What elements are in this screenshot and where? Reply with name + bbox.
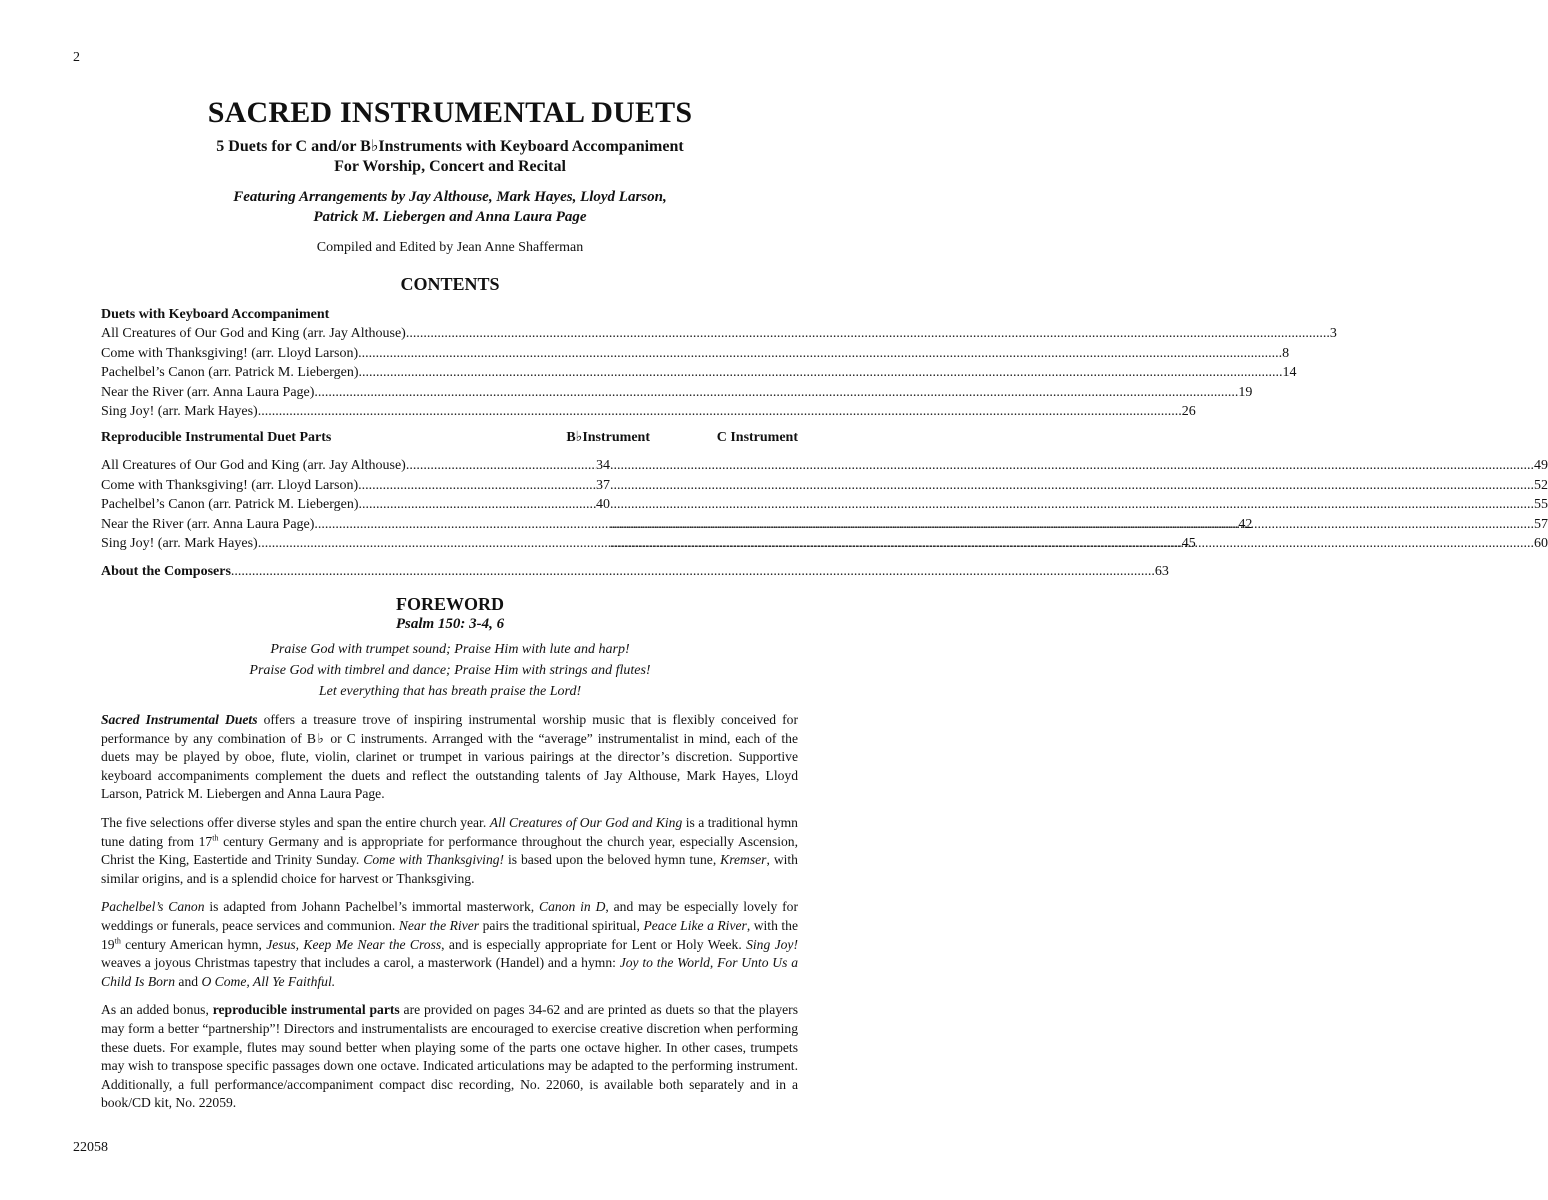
toc-leader-dots <box>610 476 1534 496</box>
paragraph-text: is adapted from Johann Pachelbel’s immortal masterwork, <box>204 899 540 915</box>
song-title: Sing Joy! <box>746 936 798 952</box>
toc-page: 3 <box>1329 326 1337 341</box>
hymn-tune-name: Kremser <box>720 852 767 868</box>
bflat-page: 45 <box>1181 536 1196 551</box>
paragraph-text: offers a treasure trove of inspiring instrumental worship music that is flexibly conceived for performance by any combination of B♭ or C instruments. Arranged with the “average” instrumentalist in mind, each of the duets may be played by oboe, flute, violin, clarinet or trumpet in various pairings at the director’s discretion. Supportive keyboard accompaniments complement the duets and reflect the outstanding talents of Jay Althouse, Mark Hayes, Lloyd Larson, Patrick M. Liebergen and Anna Laura Page. <box>101 712 798 802</box>
parts-row <box>101 476 1548 496</box>
paragraph-text: , and may be especially lovely for weddings or funerals, peace services and communion. <box>101 899 798 933</box>
toc-leader-dots <box>359 495 597 515</box>
toc-leader-dots <box>406 324 1330 344</box>
toc-page: 19 <box>1238 384 1253 400</box>
featuring-arrangers <box>0 187 900 227</box>
toc-title: Sing Joy! (arr. Mark Hayes) <box>101 404 258 419</box>
subtitle-line-2: For Worship, Concert and Recital <box>334 158 566 175</box>
featuring-line-1: Featuring Arrangements by Jay Althouse, Mark Hayes, Lloyd Larson, <box>233 189 667 205</box>
work-title: O Come, All Ye Faithful. <box>201 973 336 989</box>
compiled-by: Compiled and Edited by Jean Anne Shafferman <box>316 240 584 255</box>
c-page: 57 <box>1534 516 1548 532</box>
parts-toc <box>101 426 1548 581</box>
subtitle-line-1: 5 Duets for C and/or B♭Instruments with Keyboard Accompaniment <box>216 138 684 155</box>
toc-row <box>101 402 1196 422</box>
toc-leader-dots <box>610 456 1534 476</box>
bflat-column-heading: B♭Instrument <box>566 430 650 445</box>
parts-row <box>101 456 1548 476</box>
song-title: Pachelbel’s Canon <box>101 899 205 915</box>
foreword-body <box>101 711 798 1123</box>
bflat-page: 34 <box>596 458 610 473</box>
parts-title: Sing Joy! (arr. Mark Hayes) <box>101 536 258 551</box>
psalm-line: Praise God with trumpet sound; Praise Him with lute and harp! <box>270 642 630 657</box>
featuring-line-2: Patrick M. Liebergen and Anna Laura Page <box>313 209 587 225</box>
paragraph-text: century American hymn, <box>120 936 267 952</box>
psalm-line: Let everything that has breath praise the Lord! <box>318 684 582 699</box>
duets-section-heading: Duets with Keyboard Accompaniment <box>101 307 330 322</box>
paragraph-2 <box>101 814 798 888</box>
paragraph-1 <box>101 711 798 804</box>
about-composers-page: 63 <box>1154 563 1169 579</box>
toc-leader-dots <box>314 383 1238 403</box>
toc-leader-dots <box>358 344 1282 364</box>
paragraph-text: As an added bonus, <box>101 1002 213 1018</box>
foreword-heading: FOREWORD <box>396 594 504 614</box>
c-page: 60 <box>1534 536 1548 551</box>
ordinal-suffix: th <box>212 833 219 843</box>
about-composers-title: About the Composers <box>101 563 231 579</box>
toc-leader-dots <box>358 476 596 496</box>
parts-header-row <box>101 426 798 450</box>
parts-title: All Creatures of Our God and King (arr. Jay Althouse) <box>101 458 406 473</box>
parts-section-heading: Reproducible Instrumental Duet Parts <box>101 430 332 445</box>
about-composers-row <box>101 562 1169 582</box>
toc-leader-dots <box>406 456 596 476</box>
parts-row <box>101 534 1548 554</box>
toc-title: All Creatures of Our God and King (arr. Jay Althouse) <box>101 326 406 341</box>
toc-leader-dots <box>258 402 1182 422</box>
parts-title: Near the River (arr. Anna Laura Page) <box>101 516 315 532</box>
book-title: SACRED INSTRUMENTAL DUETS <box>207 96 693 129</box>
psalm-reference: Psalm 150: 3-4, 6 <box>395 616 505 632</box>
page-number: 2 <box>73 50 80 65</box>
paragraph-text: weaves a joyous Christmas tapestry that includes a carol, a masterwork (Handel) and a hymn: <box>101 955 620 971</box>
toc-row <box>101 383 1253 403</box>
c-column-heading: C Instrument <box>716 430 798 445</box>
toc-page: 14 <box>1282 365 1297 380</box>
paragraph-text: is based upon the beloved hymn tune, <box>504 852 721 868</box>
toc-title: Pachelbel’s Canon (arr. Patrick M. Liebergen) <box>101 365 359 380</box>
paragraph-text: is a traditional hymn tune dating from 17 <box>101 814 798 849</box>
book-title-inline: Sacred Instrumental Duets <box>101 712 258 727</box>
c-page: 52 <box>1534 477 1548 493</box>
toc-row <box>101 344 1290 364</box>
paragraph-text: are provided on pages 34-62 and are printed as duets so that the players may form a better “partnership”! Directors and instrumentalists are encouraged to exercise creative discretion when performing these duets. For example, flutes may sound better when playing some of the parts one octave higher. In other cases, trumpets may wish to transpose specific passages down one octave. Indicated articulations may be adapted to the performing instrument. Additionally, a full performance/accompaniment compact disc recording, No. 22060, is available both separately and in a book/CD kit, No. 22059. <box>101 1002 798 1111</box>
toc-leader-dots <box>610 534 1534 554</box>
work-title: Canon in D <box>539 899 606 915</box>
work-title: Jesus, Keep Me Near the Cross <box>266 936 442 952</box>
paragraph-text: , with the 19 <box>101 917 798 952</box>
ordinal-suffix: th <box>114 936 121 945</box>
work-title: Joy to the World, For Unto Us a Child Is Born <box>101 955 799 989</box>
c-page: 49 <box>1534 458 1548 473</box>
paragraph-text: century Germany and is appropriate for performance throughout the church year, especially Ascension, Christ the King, Eastertide and Trinity Sunday. <box>101 833 798 868</box>
contents-heading: CONTENTS <box>400 274 500 294</box>
toc-leader-dots <box>610 495 1534 515</box>
paragraph-text: and <box>175 973 202 989</box>
bflat-page: 40 <box>596 497 610 512</box>
work-title: Peace Like a River <box>643 917 747 933</box>
bflat-page: 37 <box>596 477 610 493</box>
psalm-verse <box>0 639 900 702</box>
toc-row <box>101 363 1297 383</box>
catalog-number: 22058 <box>73 1140 108 1155</box>
parts-row <box>101 495 1548 515</box>
paragraph-4 <box>101 1001 798 1113</box>
paragraph-text: , and is especially appropriate for Lent or Holy Week. <box>441 936 747 952</box>
paragraph-3 <box>101 898 798 991</box>
c-page: 55 <box>1534 497 1548 512</box>
toc-page: 26 <box>1181 404 1196 419</box>
bflat-page: 42 <box>1238 516 1253 532</box>
parts-row <box>101 515 1548 535</box>
paragraph-text: , with similar origins, and is a splendid choice for harvest or Thanksgiving. <box>101 852 798 886</box>
toc-leader-dots <box>610 515 1534 535</box>
toc-leader-dots <box>231 562 1155 582</box>
duets-toc <box>101 305 1337 422</box>
emphasis-text: reproducible instrumental parts <box>212 1002 400 1018</box>
toc-title: Near the River (arr. Anna Laura Page) <box>101 384 315 400</box>
toc-title: Come with Thanksgiving! (arr. Lloyd Larson) <box>101 345 359 361</box>
toc-page: 8 <box>1282 345 1290 361</box>
parts-title: Pachelbel’s Canon (arr. Patrick M. Liebergen) <box>101 497 359 512</box>
paragraph-text: The five selections offer diverse styles and span the entire church year. <box>101 814 490 830</box>
song-title: All Creatures of Our God and King <box>489 814 683 830</box>
toc-leader-dots <box>359 363 1283 383</box>
psalm-line: Praise God with timbrel and dance; Praise Him with strings and flutes! <box>249 663 651 678</box>
song-title: Near the River <box>398 917 480 933</box>
paragraph-text: pairs the traditional spiritual, <box>479 917 644 933</box>
parts-title: Come with Thanksgiving! (arr. Lloyd Larson) <box>101 477 359 493</box>
song-title: Come with Thanksgiving! <box>363 852 505 868</box>
toc-row <box>101 324 1337 344</box>
